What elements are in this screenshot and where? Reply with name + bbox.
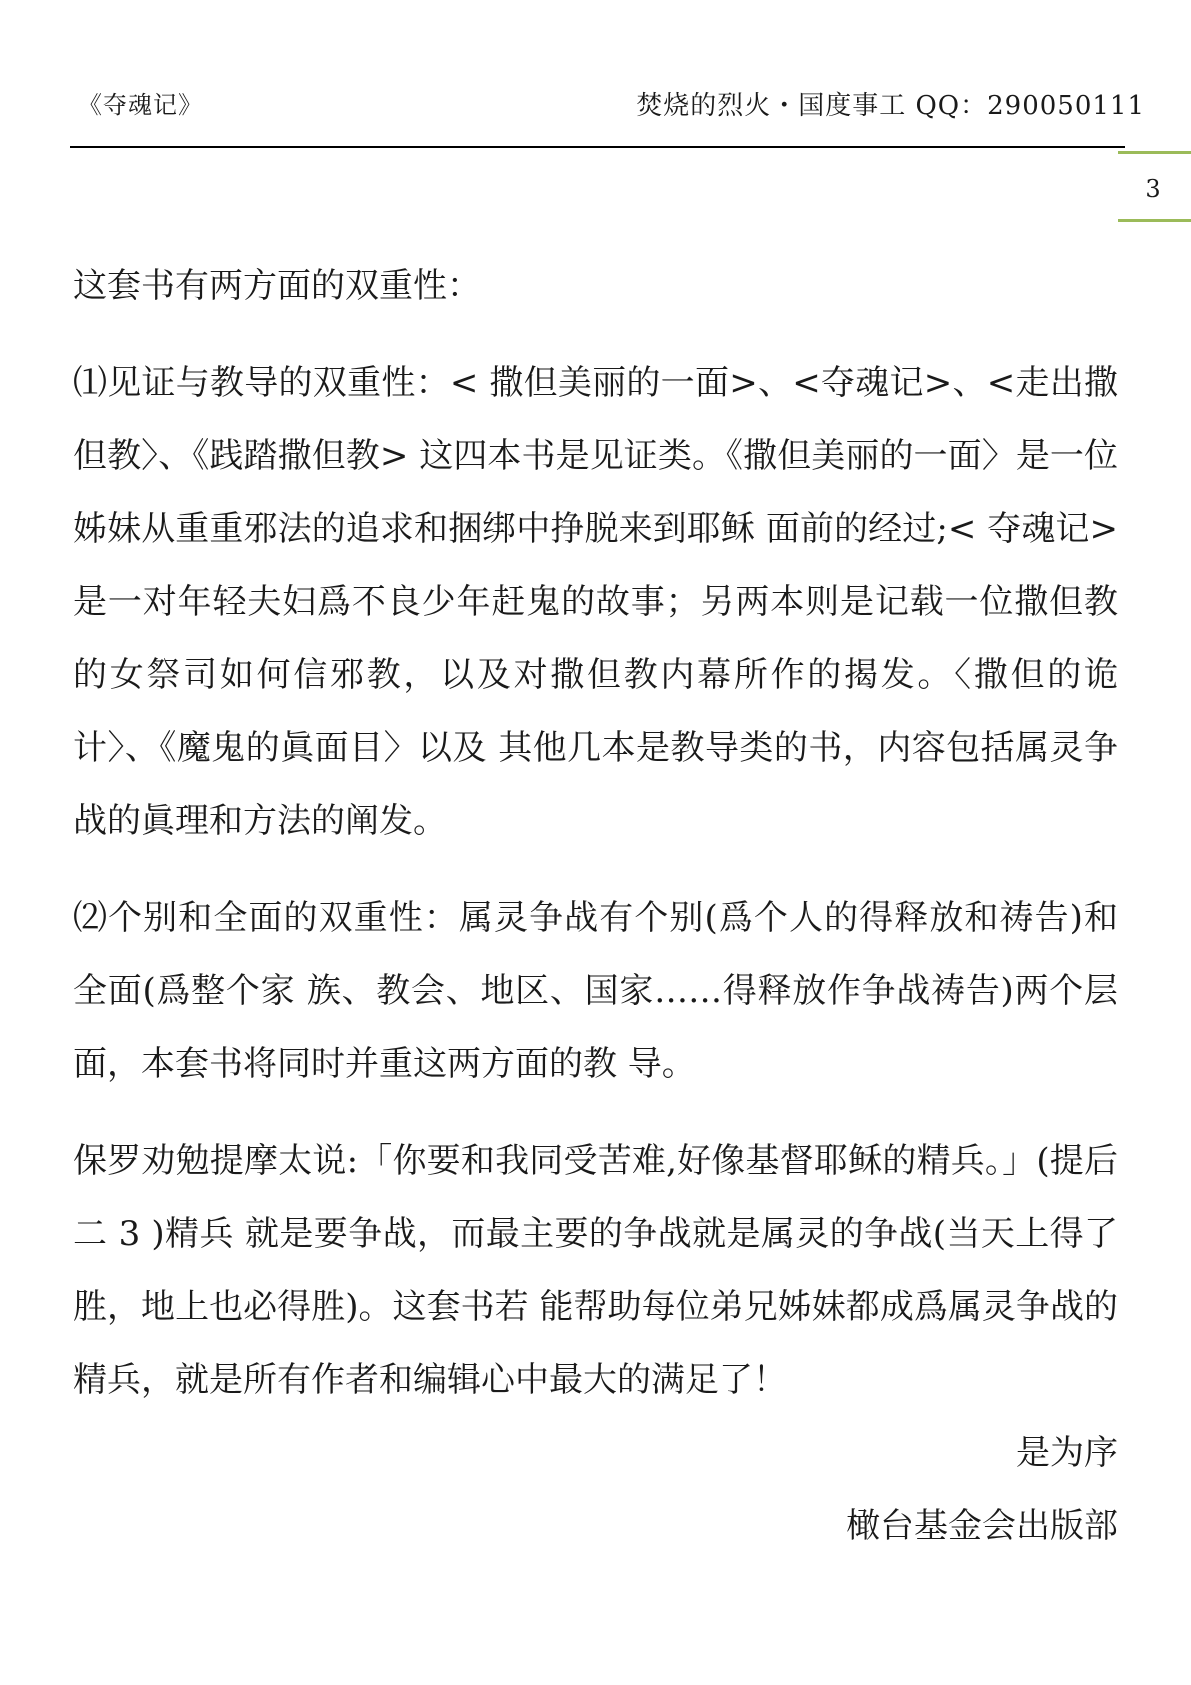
page-number: 3 (1145, 175, 1161, 203)
closing-line: 是为序 (1016, 1433, 1118, 1473)
page-number-top-rule (1118, 151, 1191, 154)
running-header-title: 《夺魂记》 (78, 91, 203, 119)
page-number-bottom-rule (1118, 219, 1191, 222)
intro-paragraph: 这套书有两方面的双重性： (73, 266, 481, 306)
main-content (73, 250, 1118, 1563)
paragraph-individual-collective: ⑵个别和全面的双重性：属灵争战有个别(爲个人的得释放和祷告)和全面(爲整个家 族、教会、地区、国家……得释放作争战祷告)两个层面，本套书将同时并重这两方面的教 导。 (73, 898, 1118, 1084)
paragraph-witness-teaching: ⑴见证与教导的双重性：< 撒但美丽的一面>、<夺魂记>、<走出撒但教〉、《践踏撒但教> 这四本书是见证类。《撒但美丽的一面〉是一位姊妹从重重邪法的追求和捆绑中挣脱来到耶稣 面前的经过;< 夺魂记> 是一对年轻夫妇爲不良少年赶鬼的故事；另两本则是记载一位撒但教的女祭司如何信邪教，以及对撒但教内幕所作的揭发。〈撒但的诡计〉、《魔鬼的眞面目〉以及 其他几本是教导类的书，内容包括属灵争战的眞理和方法的阐发。 (73, 363, 1118, 841)
paragraph-good-soldier: 保罗劝勉提摩太说:「你要和我同受苦难,好像基督耶稣的精兵。」(提后二 3 )精兵 就是要争战，而最主要的争战就是属灵的争战(当天上得了胜，地上也必得胜)。这套书若 能帮助每位弟兄姊妹都成爲属灵争战的精兵，就是所有作者和编辑心中最大的满足了！ (73, 1141, 1118, 1400)
publisher-signature: 橄台基金会出版部 (846, 1506, 1118, 1546)
header-divider (70, 146, 1125, 148)
running-header-publisher: 焚烧的烈火・国度事工 QQ：290050111 (636, 91, 1145, 121)
